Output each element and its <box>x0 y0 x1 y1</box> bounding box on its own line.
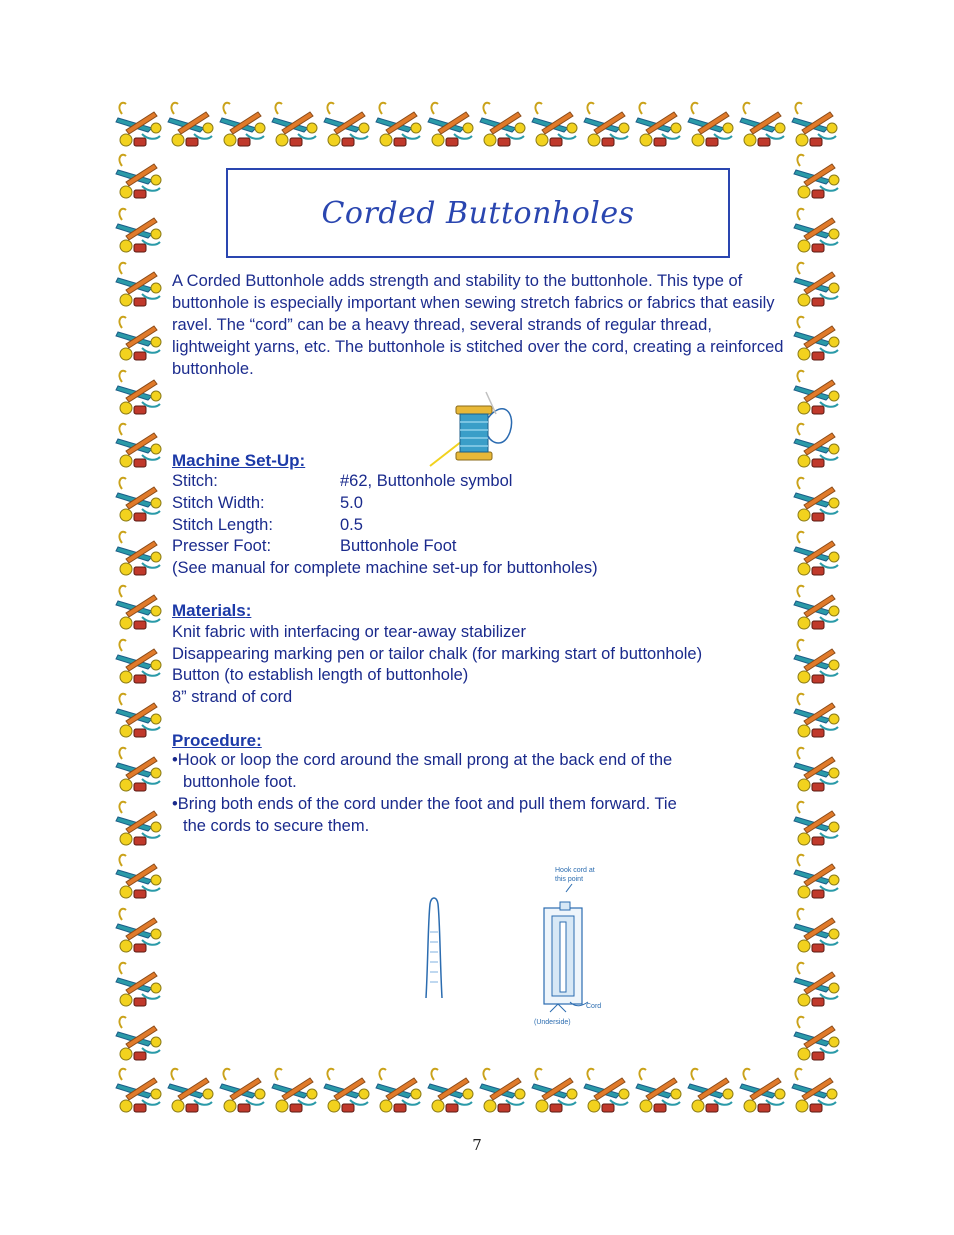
sewing-motif-icon <box>112 691 164 743</box>
sewing-motif-icon <box>112 960 164 1012</box>
materials-item: Knit fabric with interfacing or tear-away stabilizer <box>172 623 526 641</box>
sewing-motif-icon <box>790 583 842 635</box>
sewing-motif-icon <box>112 314 164 366</box>
thread-spool-icon <box>426 388 520 470</box>
page-number: 7 <box>472 1136 482 1154</box>
cord-label: Cord <box>586 1003 602 1010</box>
sewing-motif-icon <box>790 799 842 851</box>
sewing-motif-icon <box>112 583 164 635</box>
sewing-motif-icon <box>112 368 164 420</box>
setup-note: (See manual for complete machine set-up for buttonholes) <box>172 559 598 577</box>
sewing-motif-icon <box>112 475 164 527</box>
setup-row-stitch <box>172 470 512 492</box>
sewing-motif-icon <box>268 1066 320 1118</box>
sewing-motif-icon <box>372 100 424 152</box>
sewing-motif-icon <box>112 799 164 851</box>
sewing-motif-icon <box>372 1066 424 1118</box>
procedure-step: •Hook or loop the cord around the small prong at the back end of the buttonhole foot. <box>172 751 673 791</box>
sewing-motif-icon <box>790 206 842 258</box>
sewing-motif-icon <box>112 1066 164 1118</box>
sewing-motif-icon <box>790 475 842 527</box>
setup-value: 0.5 <box>340 516 363 534</box>
underside-label: (Underside) <box>534 1019 571 1026</box>
sewing-motif-icon <box>476 100 528 152</box>
sewing-motif-icon <box>580 1066 632 1118</box>
sewing-motif-icon <box>112 852 164 904</box>
sewing-motif-icon <box>112 260 164 312</box>
sewing-motif-icon <box>736 1066 788 1118</box>
sewing-motif-icon <box>790 637 842 689</box>
sewing-motif-icon <box>684 100 736 152</box>
setup-value: 5.0 <box>340 494 363 512</box>
setup-row-presser-foot <box>172 535 457 557</box>
sewing-motif-icon <box>790 691 842 743</box>
procedure-heading: Procedure: <box>172 731 262 750</box>
setup-value: #62, Buttonhole symbol <box>340 472 513 490</box>
machine-setup-heading: Machine Set-Up: <box>172 451 306 470</box>
setup-key: Stitch Length: <box>172 516 273 534</box>
sewing-motif-icon <box>632 1066 684 1118</box>
sewing-motif-icon <box>112 100 164 152</box>
hook-label: Hook cord at <box>555 867 595 874</box>
sewing-motif-icon <box>790 1014 842 1066</box>
sewing-motif-icon <box>790 260 842 312</box>
sewing-motif-icon <box>320 1066 372 1118</box>
setup-key: Stitch Width: <box>172 494 265 512</box>
sewing-motif-icon <box>268 100 320 152</box>
setup-key: Presser Foot: <box>172 537 272 555</box>
sewing-motif-icon <box>790 745 842 797</box>
sewing-motif-icon <box>790 906 842 958</box>
sewing-motif-icon <box>790 152 842 204</box>
sewing-motif-icon <box>164 100 216 152</box>
sewing-motif-icon <box>528 1066 580 1118</box>
materials-item: Button (to establish length of buttonhole) <box>172 666 469 684</box>
sewing-motif-icon <box>112 152 164 204</box>
sewing-motif-icon <box>580 100 632 152</box>
sewing-motif-icon <box>112 745 164 797</box>
border-left <box>112 152 164 1066</box>
sewing-motif-icon <box>112 906 164 958</box>
intro-paragraph: A Corded Buttonhole adds strength and stability to the buttonhole. This type of buttonhole is especially important when sewing stretch fabrics or fabrics that easily ravel. The “cord” can be a heavy thread, several strands of regular thread, lightweight yarns, etc. The buttonhole is stitched over the cord, creating a reinforced buttonhole. <box>172 272 784 378</box>
title-box <box>226 168 730 258</box>
procedure-step: •Bring both ends of the cord under the foot and pull them forward. Tie the cords to secure them. <box>172 795 677 835</box>
sewing-motif-icon <box>788 1066 840 1118</box>
materials-item: 8” strand of cord <box>172 688 293 706</box>
sewing-motif-icon <box>736 100 788 152</box>
sewing-motif-icon <box>112 637 164 689</box>
hook-label: this point <box>555 876 584 883</box>
setup-row-stitch-width <box>172 492 363 514</box>
sewing-motif-icon <box>216 100 268 152</box>
sewing-motif-icon <box>112 529 164 581</box>
setup-row-stitch-length <box>172 514 363 536</box>
materials-heading: Materials: <box>172 601 252 620</box>
buttonhole-foot-drawing <box>544 884 588 1012</box>
sewing-motif-icon <box>216 1066 268 1118</box>
sewing-motif-icon <box>112 206 164 258</box>
border-top <box>112 100 840 152</box>
sewing-motif-icon <box>790 314 842 366</box>
buttonhole-foot-figure <box>410 862 610 1038</box>
sewing-motif-icon <box>790 368 842 420</box>
corded-buttonhole-drawing <box>426 898 442 998</box>
sewing-motif-icon <box>790 529 842 581</box>
setup-key: Stitch: <box>172 472 218 490</box>
sewing-motif-icon <box>684 1066 736 1118</box>
border-bottom <box>112 1066 840 1118</box>
sewing-motif-icon <box>476 1066 528 1118</box>
sewing-motif-icon <box>320 100 372 152</box>
border-right <box>790 152 842 1066</box>
setup-value: Buttonhole Foot <box>340 537 457 555</box>
sewing-motif-icon <box>112 1014 164 1066</box>
sewing-motif-icon <box>528 100 580 152</box>
sewing-motif-icon <box>790 960 842 1012</box>
sewing-motif-icon <box>424 1066 476 1118</box>
sewing-motif-icon <box>112 421 164 473</box>
sewing-motif-icon <box>788 100 840 152</box>
sewing-motif-icon <box>424 100 476 152</box>
sewing-motif-icon <box>632 100 684 152</box>
sewing-motif-icon <box>790 421 842 473</box>
sewing-motif-icon <box>164 1066 216 1118</box>
sewing-motif-icon <box>790 852 842 904</box>
page-title: Corded Buttonholes <box>321 195 635 231</box>
materials-item: Disappearing marking pen or tailor chalk (for marking start of buttonhole) <box>172 645 703 663</box>
